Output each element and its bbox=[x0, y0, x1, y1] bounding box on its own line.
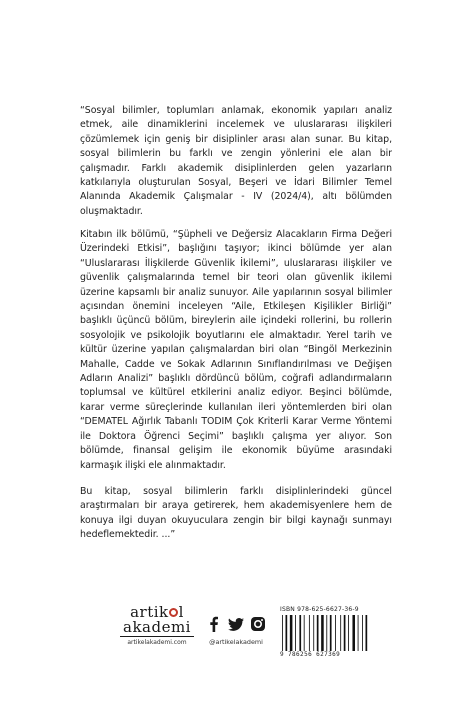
cover-footer bbox=[0, 604, 472, 664]
facebook-icon[interactable] bbox=[206, 616, 222, 632]
barcode-bars bbox=[280, 615, 380, 651]
instagram-icon[interactable] bbox=[250, 616, 266, 632]
logo-divider bbox=[120, 636, 194, 637]
isbn-label: ISBN 978-625-6627-36-9 bbox=[280, 606, 359, 613]
publisher-website: artikelakademi.com bbox=[127, 639, 187, 646]
blurb-paragraph-2: Kitabın ilk bölümü, “Şüpheli ve Değersiz Alacakların Firma Değeri Üzerindeki Etkisi”, başlığını taşıyor; ikinci bölümde yer alan “Uluslararası İlişkilerde Güvenlik İkilemi”, uluslararası ilişkiler ve güvenlik çalışmalarında temel bir teori olan güvenlik ikilemi üzerine kapsamlı bir analiz sunuyor. Aile yapılarının sosyal bilimler açısından önemini inceleyen “Aile, Etkileşen Kişilikler Birliği” başlıklı üçüncü bölüm, bireylerin aile içindeki rollerini, bu rollerin sosyolojik ve psikolojik boyutlarını ele almaktadır. Yerel tarih ve kültür üzerine yapılan çalışmalardan biri olan “Bingöl Merkezinin Mahalle, Cadde ve Sokak Adlarının Sınıflandırılması ve Değişen Adların Analizi” başlıklı dördüncü bölüm, coğrafi adlandırmaların toplumsal ve kültürel etkilerini analiz ediyor. Beşinci bölümde, karar verme süreçlerinde kullanılan ileri yöntemlerden biri olan “DEMATEL Ağırlık Tabanlı TODIM Çok Kriterli Karar Verme Yöntemi ile Doktora Öğrenci Seçimi” başlıklı çalışma yer alıyor. Son bölümde, finansal gelişim ile ekonomik büyüme arasındaki karmaşık ilişki ele alınmaktadır. bbox=[80, 229, 392, 471]
logo-word-part-1: artik bbox=[130, 603, 169, 621]
logo-e-mark-icon bbox=[169, 608, 178, 617]
blurb-paragraph-3: Bu kitap, sosyal bilimlerin farklı disiplinlerindeki güncel araştırmaları bir araya getirerek, hem akademisyenlere hem de konuya ilgi duyan okuyuculara zengin bir bilgi kaynağı sunmayı hedeflemektedir. ...” bbox=[80, 486, 392, 541]
blurb-paragraph-1: “Sosyal bilimler, toplumları anlamak, ekonomik yapıları analiz etmek, aile dinamiklerini incelemek ve uluslararası ilişkileri çözümlemek için geniş bir disiplinler arası alan sunar. Bu kitap, sosyal bilimlerin bu farklı ve zengin yönlerini ele alan bir çalışmadır. Farklı akademik disiplinlerden gelen yazarların katkılarıyla oluşturulan Sosyal, Beşeri ve İdari Bilimler Temel Alanında Akademik Çalışmalar - IV (2024/4), altı bölümden oluşmaktadır. bbox=[80, 105, 392, 217]
barcode-digits: 9 786256 627369 bbox=[280, 651, 341, 658]
social-block bbox=[200, 616, 272, 646]
logo-wordmark-bottom: akademi bbox=[123, 618, 191, 636]
isbn-barcode bbox=[280, 606, 382, 664]
social-icons bbox=[200, 616, 272, 632]
logo-word-part-2: l bbox=[178, 603, 184, 621]
twitter-icon[interactable] bbox=[228, 616, 244, 632]
social-handle: @artikelakademi bbox=[209, 638, 263, 646]
publisher-logo bbox=[116, 604, 198, 647]
